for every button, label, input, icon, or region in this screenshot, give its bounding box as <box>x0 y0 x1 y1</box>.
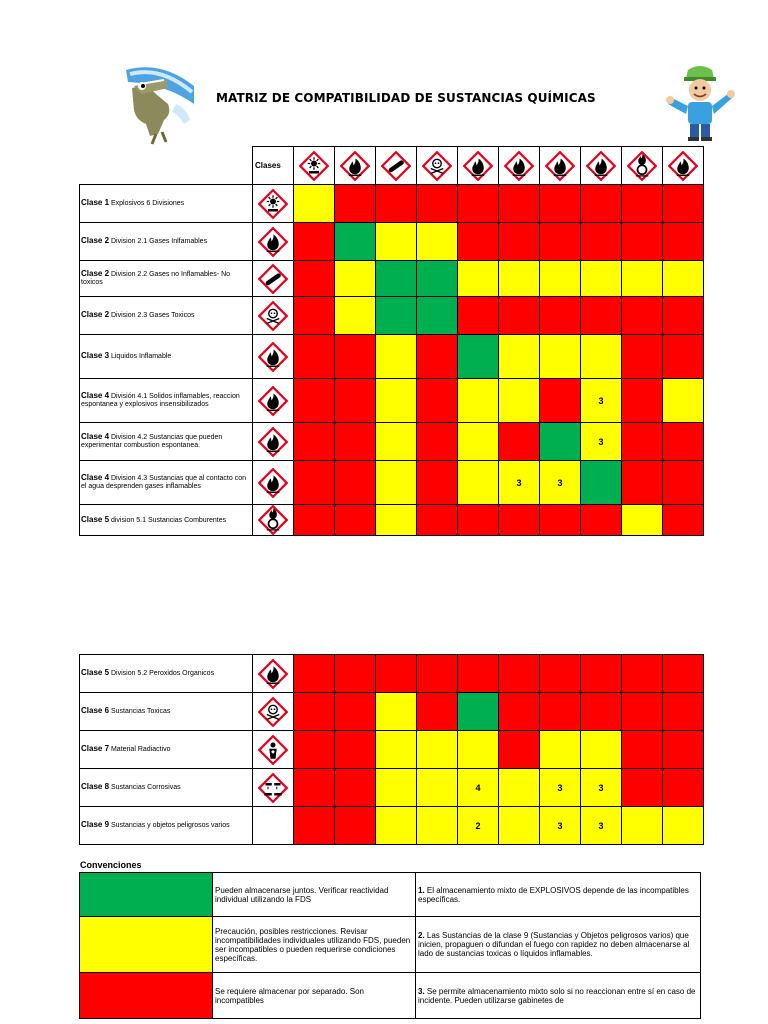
matrix-row <box>80 297 704 335</box>
matrix-cell <box>622 505 663 536</box>
matrix-cell <box>335 423 376 461</box>
class-name: Clase 5 <box>81 668 110 677</box>
matrix-cell <box>540 731 581 769</box>
matrix-cell: 3 <box>581 769 622 807</box>
matrix-cell <box>499 807 540 845</box>
convention-row <box>80 973 701 1019</box>
matrix-cell <box>581 655 622 693</box>
matrix-cell <box>417 297 458 335</box>
matrix-cell <box>663 731 704 769</box>
matrix-row <box>80 223 704 261</box>
matrix-cell <box>335 297 376 335</box>
matrix-cell <box>663 769 704 807</box>
matrix-cell <box>417 769 458 807</box>
class-description: Division 2.2 Gases no Inflamables- No toxicos <box>81 271 231 286</box>
matrix-cell <box>622 185 663 223</box>
flame-icon <box>253 379 294 423</box>
class-name: Clase 4 <box>81 432 110 441</box>
class-description: Liquidos Inflamable <box>109 353 172 360</box>
matrix-cell <box>335 769 376 807</box>
matrix-cell <box>458 261 499 297</box>
matrix-cell <box>294 505 335 536</box>
matrix-cell <box>376 223 417 261</box>
class-name: Clase 4 <box>81 391 110 400</box>
matrix-row <box>80 505 704 536</box>
class-name: Clase 7 <box>81 744 110 753</box>
row-label <box>80 335 253 379</box>
matrix-cell: 3 <box>540 769 581 807</box>
flame-over-circle-icon <box>622 147 663 185</box>
matrix-cell <box>663 335 704 379</box>
matrix-cell <box>499 505 540 536</box>
convention-note <box>416 973 701 1019</box>
matrix-cell <box>417 261 458 297</box>
matrix-cell <box>417 731 458 769</box>
matrix-cell: 3 <box>540 807 581 845</box>
compatibility-matrix-continued <box>79 654 704 845</box>
convention-row <box>80 873 701 917</box>
matrix-cell <box>458 655 499 693</box>
matrix-cell <box>663 379 704 423</box>
row-label <box>80 731 253 769</box>
matrix-cell: 3 <box>499 461 540 505</box>
matrix-cell <box>376 461 417 505</box>
matrix-row <box>80 655 704 693</box>
flame-icon <box>540 147 581 185</box>
matrix-cell <box>294 261 335 297</box>
matrix-cell <box>417 693 458 731</box>
matrix-cell <box>499 297 540 335</box>
class-name: Clase 2 <box>81 236 110 245</box>
convention-text: Precaución, posibles restricciones. Revisar incompatibilidades individuales utilizando FDS, pueden ser incompatibles o pueden requerirse condiciones específicas. <box>213 917 416 973</box>
matrix-cell <box>376 505 417 536</box>
flame-icon <box>253 461 294 505</box>
matrix-cell <box>581 461 622 505</box>
row-label <box>80 261 253 297</box>
flame-icon <box>253 335 294 379</box>
matrix-cell <box>581 693 622 731</box>
matrix-cell <box>663 505 704 536</box>
matrix-cell <box>540 423 581 461</box>
class-description: Sustancias y objetos peligrosos varios <box>109 822 230 829</box>
matrix-cell <box>622 423 663 461</box>
skull-icon <box>253 693 294 731</box>
matrix-cell <box>622 297 663 335</box>
flame-over-circle-icon <box>253 505 294 536</box>
matrix-cell <box>581 731 622 769</box>
matrix-cell <box>458 335 499 379</box>
matrix-cell <box>540 505 581 536</box>
matrix-cell <box>376 297 417 335</box>
matrix-cell <box>581 223 622 261</box>
matrix-cell <box>499 655 540 693</box>
matrix-cell <box>417 335 458 379</box>
matrix-cell <box>581 261 622 297</box>
matrix-cell <box>663 461 704 505</box>
note-number: 2. <box>418 931 425 940</box>
matrix-cell: 2 <box>458 807 499 845</box>
row-label <box>80 807 253 845</box>
row-label <box>80 297 253 335</box>
matrix-cell <box>335 379 376 423</box>
class-description: Explosivos 6 Divisiones <box>109 200 185 207</box>
matrix-row <box>80 423 704 461</box>
gas-cylinder-icon <box>376 147 417 185</box>
matrix-cell <box>458 423 499 461</box>
matrix-header-row <box>80 147 704 185</box>
matrix-cell <box>540 223 581 261</box>
matrix-cell <box>458 223 499 261</box>
convention-row <box>80 917 701 973</box>
matrix-cell <box>499 731 540 769</box>
convention-text: Se requiere almacenar por separado. Son incompatibles <box>213 973 416 1019</box>
class-description: Material Radiactivo <box>109 746 171 753</box>
class-description: division 5.1 Sustancias Comburentes <box>109 516 227 524</box>
matrix-cell <box>663 261 704 297</box>
note-text: Se permite almacenamiento mixto solo si no reaccionan entre sí en caso de incidente. Pueden utilizarse gabinetes de <box>418 986 696 1005</box>
note-text: El almacenamiento mixto de EXPLOSIVOS depende de las incompatibles específicas. <box>418 885 689 904</box>
class-description: Sustancias Toxicas <box>109 708 171 715</box>
matrix-cell: 3 <box>581 379 622 423</box>
flame-icon <box>499 147 540 185</box>
matrix-cell <box>335 335 376 379</box>
matrix-cell <box>540 693 581 731</box>
matrix-cell <box>622 335 663 379</box>
crocodile-mascot-logo <box>106 64 196 146</box>
matrix-cell <box>417 461 458 505</box>
matrix-row <box>80 379 704 423</box>
convention-swatch <box>80 973 213 1019</box>
matrix-row <box>80 731 704 769</box>
compatibility-matrix <box>79 146 704 536</box>
matrix-cell <box>294 297 335 335</box>
matrix-cell <box>622 223 663 261</box>
matrix-cell <box>417 423 458 461</box>
matrix-cell <box>622 731 663 769</box>
class-name: Clase 3 <box>81 351 110 360</box>
matrix-cell <box>376 261 417 297</box>
matrix-cell <box>499 693 540 731</box>
matrix-row <box>80 261 704 297</box>
matrix-cell <box>335 505 376 536</box>
matrix-cell <box>581 335 622 379</box>
matrix-cell <box>417 505 458 536</box>
matrix-cell <box>581 297 622 335</box>
matrix-cell <box>335 185 376 223</box>
convention-text: Pueden almacenarse juntos. Verificar reactividad individual utilizando la FDS <box>213 873 416 917</box>
matrix-cell <box>335 261 376 297</box>
matrix-cell <box>622 655 663 693</box>
matrix-cell: 3 <box>581 807 622 845</box>
matrix-cell <box>376 731 417 769</box>
matrix-cell <box>294 731 335 769</box>
flame-icon <box>581 147 622 185</box>
matrix-cell <box>294 223 335 261</box>
class-description: Division 5.2 Peroxidos Organicos <box>109 670 215 677</box>
flame-icon <box>335 147 376 185</box>
note-number: 3. <box>418 986 425 996</box>
matrix-cell <box>499 261 540 297</box>
explosive-icon <box>253 185 294 223</box>
class-name: Clase 9 <box>81 820 110 829</box>
matrix-cell <box>335 807 376 845</box>
skull-icon <box>253 297 294 335</box>
matrix-cell <box>458 505 499 536</box>
class-description: Division 2.3 Gases Toxicos <box>109 312 195 319</box>
class-description: Division 2.1 Gases Inlfamables <box>109 238 208 245</box>
skull-icon <box>417 147 458 185</box>
matrix-cell <box>376 423 417 461</box>
matrix-cell <box>376 379 417 423</box>
matrix-cell <box>335 655 376 693</box>
worker-mascot-logo <box>664 64 736 144</box>
class-name: Clase 1 <box>81 198 110 207</box>
matrix-row <box>80 461 704 505</box>
matrix-cell <box>540 261 581 297</box>
matrix-cell <box>335 223 376 261</box>
header-clases: Clases <box>253 147 294 185</box>
matrix-cell <box>294 769 335 807</box>
matrix-cell <box>663 185 704 223</box>
corner-blank <box>80 147 253 185</box>
matrix-cell <box>376 769 417 807</box>
empty-icon-cell <box>253 807 294 845</box>
matrix-cell <box>294 461 335 505</box>
note-number: 1. <box>418 885 425 895</box>
matrix-cell <box>499 335 540 379</box>
matrix-cell <box>499 423 540 461</box>
convention-swatch <box>80 873 213 917</box>
matrix-cell <box>294 693 335 731</box>
matrix-cell <box>581 185 622 223</box>
conventions-title: Convenciones <box>80 860 142 870</box>
matrix-cell <box>335 693 376 731</box>
health-hazard-icon <box>253 731 294 769</box>
row-label <box>80 655 253 693</box>
matrix-cell <box>622 379 663 423</box>
matrix-cell <box>335 731 376 769</box>
matrix-cell <box>622 261 663 297</box>
matrix-cell <box>663 297 704 335</box>
gas-cylinder-icon <box>253 261 294 297</box>
matrix-row <box>80 807 704 845</box>
matrix-cell: 4 <box>458 769 499 807</box>
row-label <box>80 423 253 461</box>
class-description: Sustancias Corrosivas <box>109 784 181 791</box>
corrosive-icon <box>253 769 294 807</box>
matrix-cell <box>663 655 704 693</box>
flame-icon <box>458 147 499 185</box>
matrix-cell <box>622 769 663 807</box>
matrix-cell <box>663 423 704 461</box>
matrix-cell <box>458 731 499 769</box>
matrix-cell <box>540 379 581 423</box>
matrix-cell <box>499 185 540 223</box>
class-description: Division 4.2 Sustancias que pueden experimentar combustion espontanea. <box>81 434 223 449</box>
matrix-cell <box>581 505 622 536</box>
class-name: Clase 6 <box>81 706 110 715</box>
matrix-cell <box>458 379 499 423</box>
class-name: Clase 8 <box>81 782 110 791</box>
matrix-cell <box>376 807 417 845</box>
matrix-cell <box>540 297 581 335</box>
matrix-cell <box>294 807 335 845</box>
matrix-cell <box>417 223 458 261</box>
conventions-table <box>79 872 701 1019</box>
flame-icon <box>253 223 294 261</box>
convention-note <box>416 917 701 973</box>
matrix-cell <box>499 769 540 807</box>
matrix-cell <box>376 655 417 693</box>
row-label <box>80 185 253 223</box>
class-name: Clase 2 <box>81 310 110 319</box>
matrix-row <box>80 769 704 807</box>
row-label <box>80 461 253 505</box>
matrix-cell: 3 <box>540 461 581 505</box>
convention-swatch <box>80 917 213 973</box>
matrix-cell <box>376 185 417 223</box>
matrix-cell <box>458 185 499 223</box>
flame-icon <box>253 655 294 693</box>
matrix-cell <box>294 379 335 423</box>
class-description: Division 4.3 Sustancias que al contacto con el agua desprenden gases inflamables <box>81 475 246 490</box>
matrix-cell <box>499 223 540 261</box>
matrix-cell <box>622 693 663 731</box>
class-description: División 4.1 Solidos inflamables, reaccion espontanea y explosivos insensibilizados <box>81 393 240 408</box>
matrix-cell <box>417 185 458 223</box>
matrix-cell <box>540 655 581 693</box>
row-label <box>80 693 253 731</box>
matrix-cell <box>294 185 335 223</box>
matrix-cell <box>294 335 335 379</box>
matrix-cell <box>663 693 704 731</box>
flame-icon <box>253 423 294 461</box>
matrix-cell <box>294 655 335 693</box>
matrix-cell <box>458 693 499 731</box>
class-name: Clase 4 <box>81 473 110 482</box>
matrix-cell <box>417 807 458 845</box>
matrix-cell <box>540 335 581 379</box>
matrix-cell <box>335 461 376 505</box>
row-label <box>80 223 253 261</box>
matrix-cell <box>663 807 704 845</box>
matrix-cell <box>622 807 663 845</box>
matrix-cell <box>458 461 499 505</box>
row-label <box>80 379 253 423</box>
page-title: MATRIZ DE COMPATIBILIDAD DE SUSTANCIAS QUÍMICAS <box>216 91 596 105</box>
matrix-row <box>80 335 704 379</box>
flame-icon <box>663 147 704 185</box>
matrix-cell <box>458 297 499 335</box>
class-name: Clase 5 <box>81 514 110 524</box>
explosive-icon <box>294 147 335 185</box>
row-label <box>80 505 253 536</box>
matrix-cell <box>663 223 704 261</box>
matrix-cell <box>417 379 458 423</box>
matrix-cell: 3 <box>581 423 622 461</box>
matrix-cell <box>376 335 417 379</box>
class-name: Clase 2 <box>81 269 110 278</box>
row-label <box>80 769 253 807</box>
matrix-cell <box>540 185 581 223</box>
matrix-cell <box>376 693 417 731</box>
matrix-cell <box>622 461 663 505</box>
matrix-cell <box>294 423 335 461</box>
matrix-cell <box>417 655 458 693</box>
matrix-row <box>80 185 704 223</box>
matrix-row <box>80 693 704 731</box>
matrix-cell <box>499 379 540 423</box>
convention-note <box>416 873 701 917</box>
note-text: Las Sustancias de la clase 9 (Sustancias y Objetos peligrosos varios) que inicien, propaguen o difundan el fuego con rapidez no deben almacenarse al lado de sustancias toxicas o líquidos inflamables. <box>418 931 690 958</box>
